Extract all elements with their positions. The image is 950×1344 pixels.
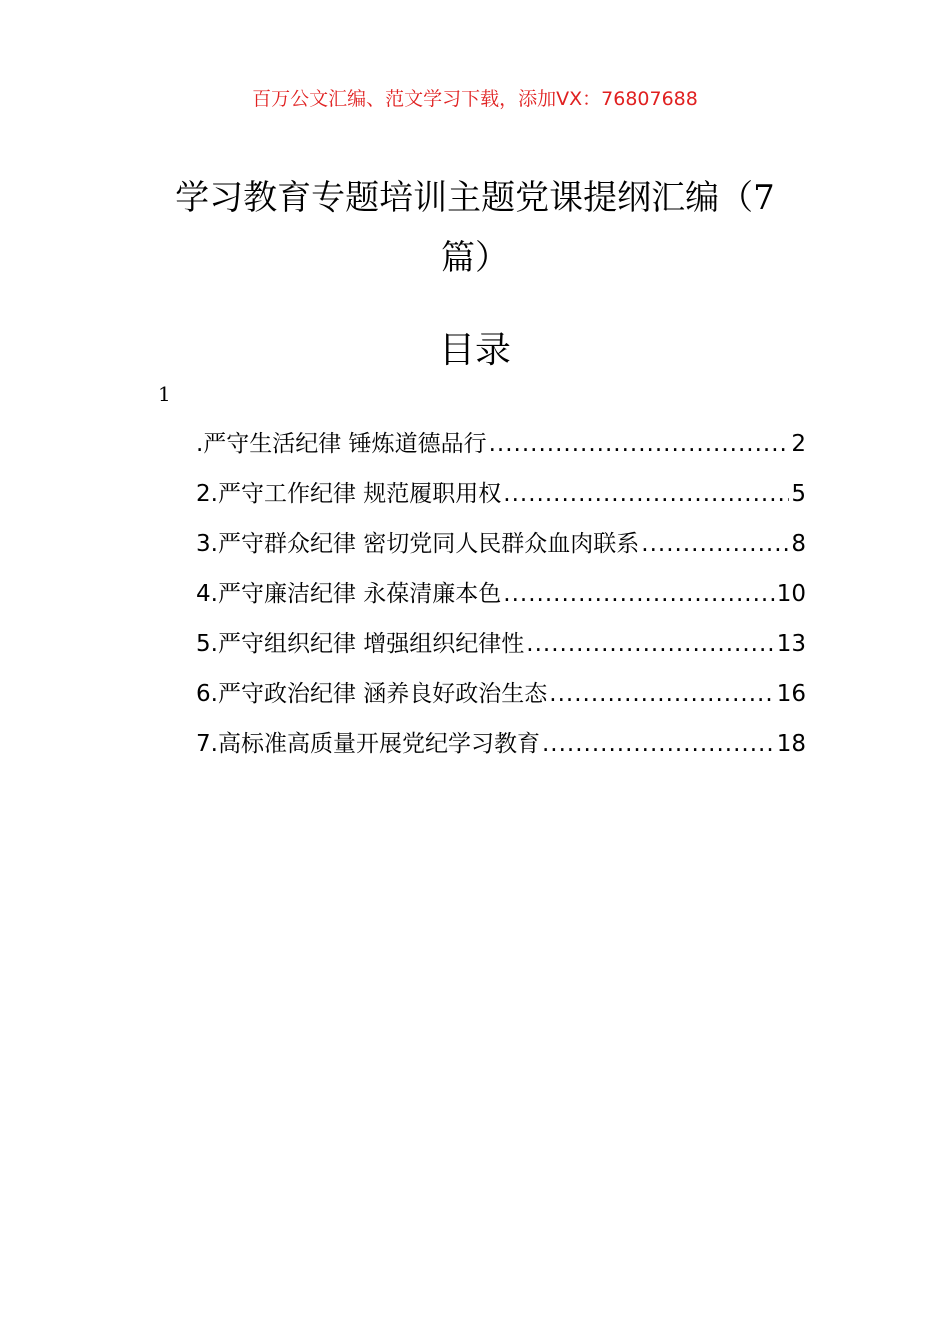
toc-leader-dots [641,524,789,564]
toc-item-label: 3.严守群众纪律 密切党同人民群众血肉联系 [196,531,640,557]
toc-item-label: .严守生活纪律 锤炼道德品行 [196,431,487,457]
toc-item-label: 5.严守组织纪律 增强组织纪律性 [196,631,525,657]
toc-item-label: 4.严守廉洁纪律 永葆清廉本色 [196,581,502,607]
toc-item[interactable] [196,724,806,774]
title-line-1 [150,168,800,228]
toc-item-page: 8 [791,531,806,557]
title-text: 学习教育专题培训主题党课提纲汇编（ [175,178,754,218]
toc-item-page: 18 [776,731,806,757]
toc-leader-dots [549,674,774,714]
toc-item-label: 7.高标准高质量开展党纪学习教育 [196,731,540,757]
toc-leader-dots [489,424,790,464]
toc-leader-dots [526,624,774,664]
stray-number: 1 [158,382,171,406]
toc-item-label: 6.严守政治纪律 涵养良好政治生态 [196,681,548,707]
toc-heading: 目录 [438,330,511,371]
title-count: 7 [753,178,775,218]
document-title [150,168,800,288]
toc-item-page: 5 [791,481,806,507]
toc-item-page: 2 [791,431,806,457]
toc-item[interactable] [196,574,806,624]
toc-item-page: 16 [776,681,806,707]
table-of-contents [196,424,806,774]
download-banner: 百万公文汇编、范文学习下载，添加VX：76807688 [252,88,698,110]
title-line-2: 篇） [441,238,509,278]
toc-item-page: 10 [776,581,806,607]
toc-item[interactable] [196,524,806,574]
toc-item-page: 13 [776,631,806,657]
toc-item-label: 2.严守工作纪律 规范履职用权 [196,481,502,507]
toc-leader-dots [503,574,774,614]
toc-item[interactable] [196,674,806,724]
toc-leader-dots [542,724,775,764]
toc-item[interactable] [196,424,806,474]
toc-item[interactable] [196,474,806,524]
toc-leader-dots [503,474,789,514]
toc-item[interactable] [196,624,806,674]
